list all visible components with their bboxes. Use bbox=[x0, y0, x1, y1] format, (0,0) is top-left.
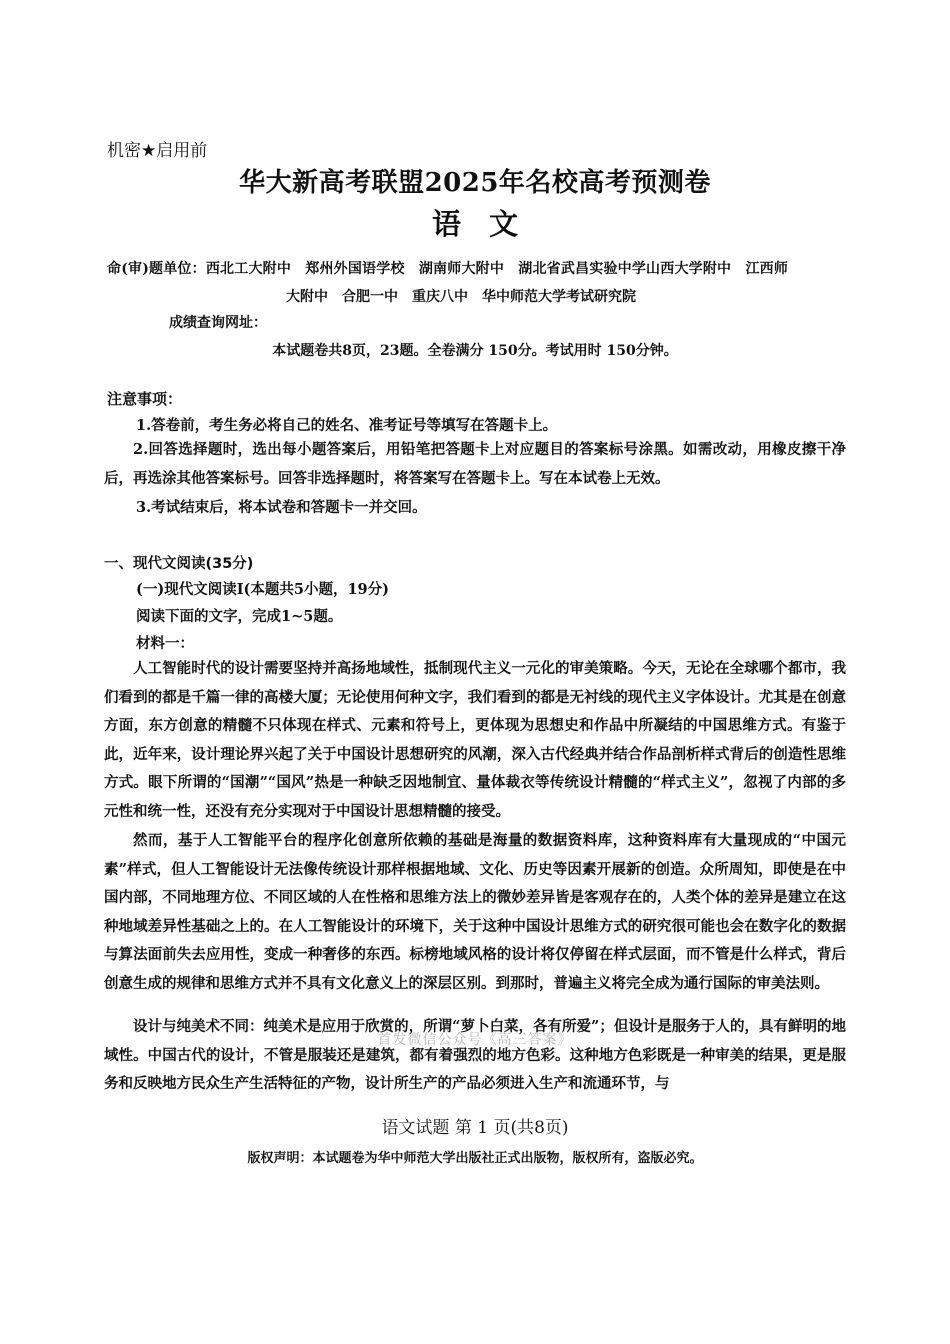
watermark: 首发微信公众号《高三答案》 bbox=[377, 1032, 573, 1048]
score-query-label: 成绩查询网址： bbox=[169, 315, 267, 331]
notice-item-3: 3.考试结束后，将本试卷和答题卡一并交回。 bbox=[136, 499, 427, 516]
sub-section-heading: (一)现代文阅读Ⅰ(本题共5小题，19分) bbox=[136, 581, 389, 598]
authoring-units-line1: 命(审)题单位：西北工大附中 郑州外国语学校 湖南师大附中 湖北省武昌实验中学山西大学附中 江西师 bbox=[107, 261, 789, 277]
passage-paragraph-2: 然而，基于人工智能平台的程序化创意所依赖的基础是海量的数据资料库，这种资料库有大量现成的“中国元素”样式，但人工智能设计无法像传统设计那样根据地域、文化、历史等因素开展新的创造。众所周知，即使是在中国内部，不同地理方位、不同区域的人在性格和思维方法上的微妙差异皆是客观存在的，人类个体的差异是建立在这种地域差异性基础之上的。在人工智能设计的环境下，关于这种中国设计思维方式的研究很可能也会在数字化的数据与算法面前失去应用性，变成一种奢侈的东西。标榜地域风格的设计将仅停留在样式层面，而不管是什么样式，背后创意生成的规律和思维方式并不具有文化意义上的深层区别。到那时，普遍主义将完全成为通行国际的审美法则。 bbox=[104, 832, 846, 992]
material-label: 材料一： bbox=[136, 635, 194, 652]
copyright-notice: 版权声明：本试题卷为华中师范大学出版社正式出版物，版权所有，盗版必究。 bbox=[247, 1151, 703, 1166]
exam-title: 华大新高考联盟2025年名校高考预测卷 bbox=[239, 168, 711, 198]
exam-info: 本试题卷共8页，23题。全卷满分 150分。考试用时 150分钟。 bbox=[272, 343, 678, 359]
subject-title: 语文 bbox=[431, 207, 546, 241]
confidential-label: 机密★启用前 bbox=[107, 141, 208, 161]
reading-instruction: 阅读下面的文字，完成1~5题。 bbox=[136, 608, 343, 625]
passage-paragraph-1: 人工智能时代的设计需要坚持并高扬地域性，抵制现代主义一元化的审美策略。今天，无论在全球哪个都市，我们看到的都是千篇一律的高楼大厦；无论使用何种文字，我们看到的都是无衬线的现代主义字体设计。尤其是在创意方面，东方创意的精髓不只体现在样式、元素和符号上，更体现为思想史和作品中所凝结的中国思维方式。有鉴于此，近年来，设计理论界兴起了关于中国设计思想研究的风潮，深入古代经典并结合作品剖析样式背后的创造性思维方式。眼下所谓的“国潮”“国风”热是一种缺乏因地制宜、量体裁衣等传统设计精髓的“样式主义”，忽视了内部的多元性和统一性，还没有充分实现对于中国设计思想精髓的接受。 bbox=[104, 660, 846, 820]
notice-item-2: 2.回答选择题时，选出每小题答案后，用铅笔把答题卡上对应题目的答案标号涂黑。如需改动，用橡皮擦干净后，再选涂其他答案标号。回答非选择题时，将答案写在答题卡上。写在本试卷上无效。 bbox=[104, 441, 846, 487]
authoring-units-line2: 大附中 合肥一中 重庆八中 华中师范大学考试研究院 bbox=[286, 289, 636, 305]
section-heading: 一、现代文阅读(35分) bbox=[104, 556, 254, 572]
passage-paragraph-3: 设计与纯美术不同：纯美术是应用于欣赏的，所谓“萝卜白菜，各有所爱”；但设计是服务于人的，具有鲜明的地域性。中国古代的设计，不管是服装还是建筑，都有着强烈的地方色彩。这种地方色彩既是一种审美的结果，更是服务和反映地方民众生产生活特征的产物，设计所生产的产品必须进入生产和流通环节，与 bbox=[104, 1018, 846, 1093]
notice-heading: 注意事项： bbox=[107, 390, 183, 408]
notice-item-1: 1.答卷前，考生务必将自己的姓名、准考证号等填写在答题卡上。 bbox=[136, 417, 558, 434]
page-footer: 语文试题 第 1 页(共8页) bbox=[381, 1118, 569, 1138]
